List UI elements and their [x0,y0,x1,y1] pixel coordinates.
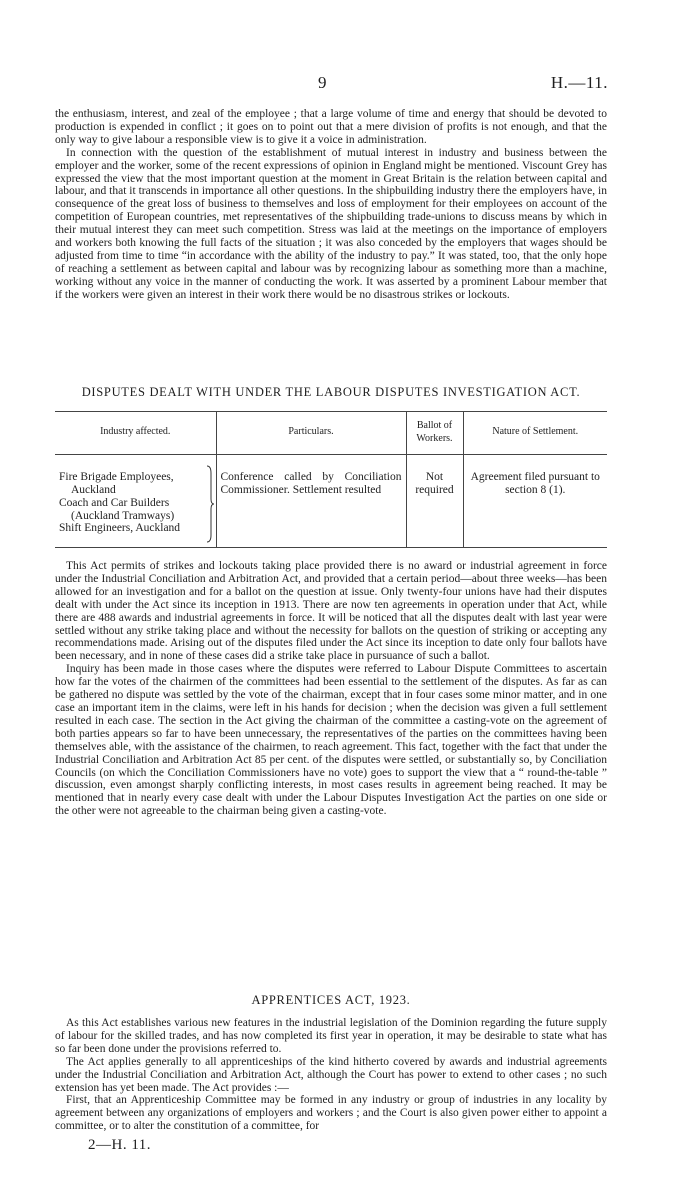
industry-coach-builders-detail: (Auckland Tramways) [71,509,175,522]
disputes-heading: DISPUTES DEALT WITH UNDER THE LABOUR DISPUTES INVESTIGATION ACT. [81,385,581,399]
industry-cell [55,454,216,548]
ldia-paragraph-2: Inquiry has been made in those cases where the disputes were referred to Labour Dispute Committees to ascertain how far the votes of the chairmen of the committees had been essential to the settlement of the disputes. As far as can be gathered no dispute was settled by the vote of the chairman, except that in four cases some minor matter, and in one case an important item in the claims, were left in his hands for decision ; when the decision was given a full settlement resulted in each case. The section in the Act giving the chairman of the committee a casting-vote on the agreement of both parties appears so far to have been unnecessary, the representatives of the parties on the committees having been themselves able, with the assistance of the chairmen, to reach agreement. This fact, together with the fact that under the Industrial Conciliation and Arbitration Act 85 per cent. of the disputes were settled, or substantially so, by Conciliation Councils (on which the Conciliation Commissioners have no vote) goes to support the view that a “ round-the-table ” discussion, even amongst sharply conflicting interests, in most cases results in agreement being reached. It may be mentioned that in nearly every case dealt with under the Labour Disputes Investigation Act the parties on one side or the other were not agreeable to the chairman being given a casting-vote. [55,663,607,818]
apprentices-paragraph-2: The Act applies generally to all apprenticeships of the kind hitherto covered by awards and industrial agreements under the Industrial Conciliation and Arbitration Act, although the Court has power to extend to other cases ; no such extension has yet been made. The Act provides :— [55,1055,607,1094]
industry-fire-brigade: Fire Brigade Employees, [59,470,174,483]
table-header-row [55,412,607,455]
document-code: H.—11. [550,73,608,92]
apprentices-section [55,1017,607,1133]
brace-icon [206,465,214,547]
column-header-ballot: Ballot of Workers. [406,412,463,455]
particulars-cell: Conference called by Conciliation Commissioner. Settlement resulted [216,454,406,548]
apprentices-heading: APPRENTICES ACT, 1923. [251,993,411,1007]
column-header-particulars: Particulars. [216,412,406,455]
table-row [55,454,607,548]
intro-section [55,108,607,302]
apprentices-paragraph-3: First, that an Apprenticeship Committee may be formed in any industry or group of industries in any locality by agreement between any organizations of employers and workers ; and the Court is also given power either to appoint a committee, or to alter the constitution of a committee, for [55,1094,607,1133]
ballot-cell: Not required [406,454,463,548]
industry-shift-engineers: Shift Engineers, Auckland [59,522,181,535]
column-header-industry: Industry affected. [55,412,216,455]
page-header [0,73,700,97]
apprentices-paragraph-1: As this Act establishes various new features in the industrial legislation of the Dominion regarding the future supply of labour for the skilled trades, and has now completed its first year in operation, it may be desirable to state what has so far been done under the provisions referred to. [55,1017,607,1055]
industry-coach-builders: Coach and Car Builders [59,496,170,509]
disputes-table [55,411,607,548]
ldia-paragraph-1: This Act permits of strikes and lockouts taking place provided there is no award or industrial agreement in force under the Industrial Conciliation and Arbitration Act, and provided that a certain period—about three weeks—has been allowed for an investigation and for a ballot on the question at issue. Only twenty-four unions have had their disputes dealt with under the Act since its inception in 1913. There are now ten agreements in operation under that Act, while there are 488 awards and industrial agreements in force. It will be noticed that all the disputes dealt with last year were settled without any strike taking place and without the necessity for ballots on the question of striking or accepting any recommendations made. Arising out of the disputes filed under the Act since its inception to date only four ballots have been necessary, and in none of these cases did a strike take place in pursuance of such a ballot. [55,560,607,663]
intro-paragraph-2: In connection with the question of the establishment of mutual interest in industry and business between the employer and the worker, some of the recent expressions of opinion in England might be mentioned. Viscount Grey has expressed the view that the most important question at the moment in Great Britain is the relation between capital and labour, and that it transcends in importance all other questions. In the shipbuilding industry there the employers have, in consequence of the great loss of business to themselves and loss of employment for their employees on account of the competition of European countries, met representatives of the shipbuilding trade-unions to discuss means by which in their mutual interest they can meet such competition. Stress was laid at the meetings on the importance of employers and workers both knowing the full facts of the situation ; it was also conceded by the employers that wages should be adjusted from time to time “in accordance with the ability of the industry to pay.” It was stated, too, that the only hope of reaching a settlement as between capital and labour was by recognizing labour as something more than a machine, working without any voice in the manner of conducting the work. It was asserted by a prominent Labour member that if the workers were given an interest in their work there would be no disastrous strikes or lockouts. [55,146,607,301]
labour-disputes-act-section [55,560,607,818]
intro-paragraph-1: the enthusiasm, interest, and zeal of the employee ; that a large volume of time and energy that should be devoted to production is expended in conflict ; it goes on to point out that a mere division of profits is not enough, and that the only way to give labour a responsible view is to give it a voice in administration. [55,108,607,146]
column-header-settlement: Nature of Settlement. [463,412,607,455]
settlement-cell: Agreement filed pursuant to section 8 (1). [463,454,607,548]
footer-signature: 2—H. 11. [88,1137,152,1153]
page-number: 9 [318,73,327,92]
industry-fire-brigade-location: Auckland [71,483,116,496]
